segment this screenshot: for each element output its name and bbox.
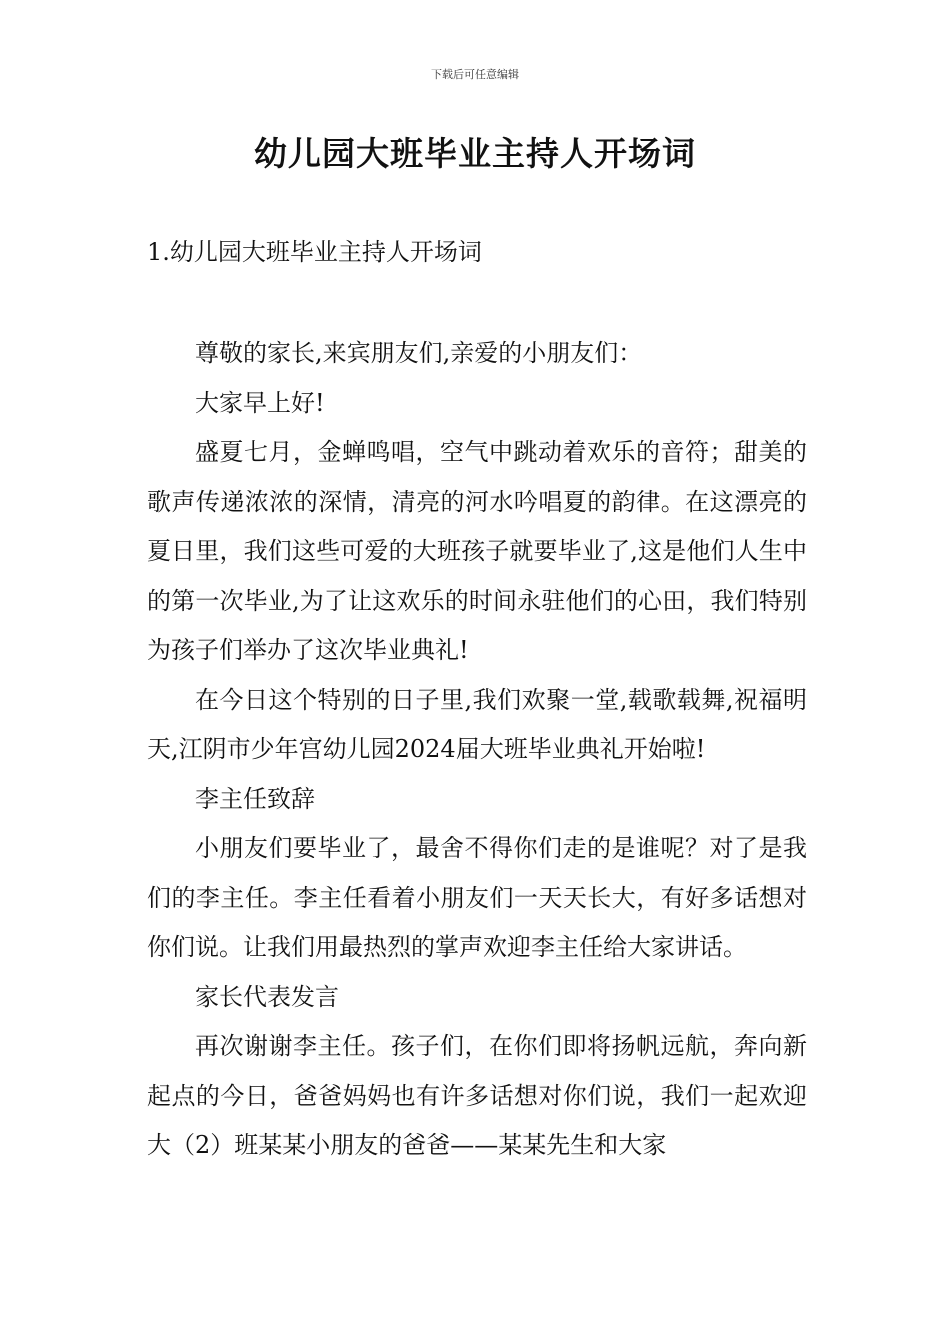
header-note: 下载后可任意编辑 — [431, 68, 519, 81]
document-body — [147, 329, 807, 1171]
section-heading: 1.幼儿园大班毕业主持人开场词 — [147, 238, 482, 266]
paragraph-good-morning: 大家早上好! — [195, 388, 325, 417]
paragraph-director-intro: 小朋友们要毕业了，最舍不得你们走的是谁呢？对了是我们的李主任。李主任看着小朋友们一天天长大，有好多话想对你们说。让我们用最热烈的掌声欢迎李主任给大家讲话。 — [147, 834, 807, 961]
paragraph-ceremony-start: 在今日这个特别的日子里,我们欢聚一堂,载歌载舞,祝福明天,江阴市少年宫幼儿园2024届大班毕业典礼开始啦! — [147, 685, 807, 763]
paragraph-parent-speech-heading: 家长代表发言 — [195, 982, 339, 1011]
document-title: 幼儿园大班毕业主持人开场词 — [254, 134, 696, 173]
paragraph-director-speech-heading: 李主任致辞 — [195, 784, 315, 813]
paragraph-greeting: 尊敬的家长,来宾朋友们,亲爱的小朋友们： — [195, 339, 643, 367]
paragraph-opening: 盛夏七月，金蝉鸣唱，空气中跳动着欢乐的音符；甜美的歌声传递浓浓的深情，清亮的河水吟唱夏的韵律。在这漂亮的夏日里，我们这些可爱的大班孩子就要毕业了,这是他们人生中的第一次毕业,为了让这欢乐的时间永驻他们的心田，我们特别为孩子们举办了这次毕业典礼! — [147, 438, 807, 664]
paragraph-parent-intro: 再次谢谢李主任。孩子们，在你们即将扬帆远航，奔向新起点的今日，爸爸妈妈也有许多话想对你们说，我们一起欢迎大（2）班某某小朋友的爸爸——某某先生和大家 — [147, 1032, 807, 1159]
